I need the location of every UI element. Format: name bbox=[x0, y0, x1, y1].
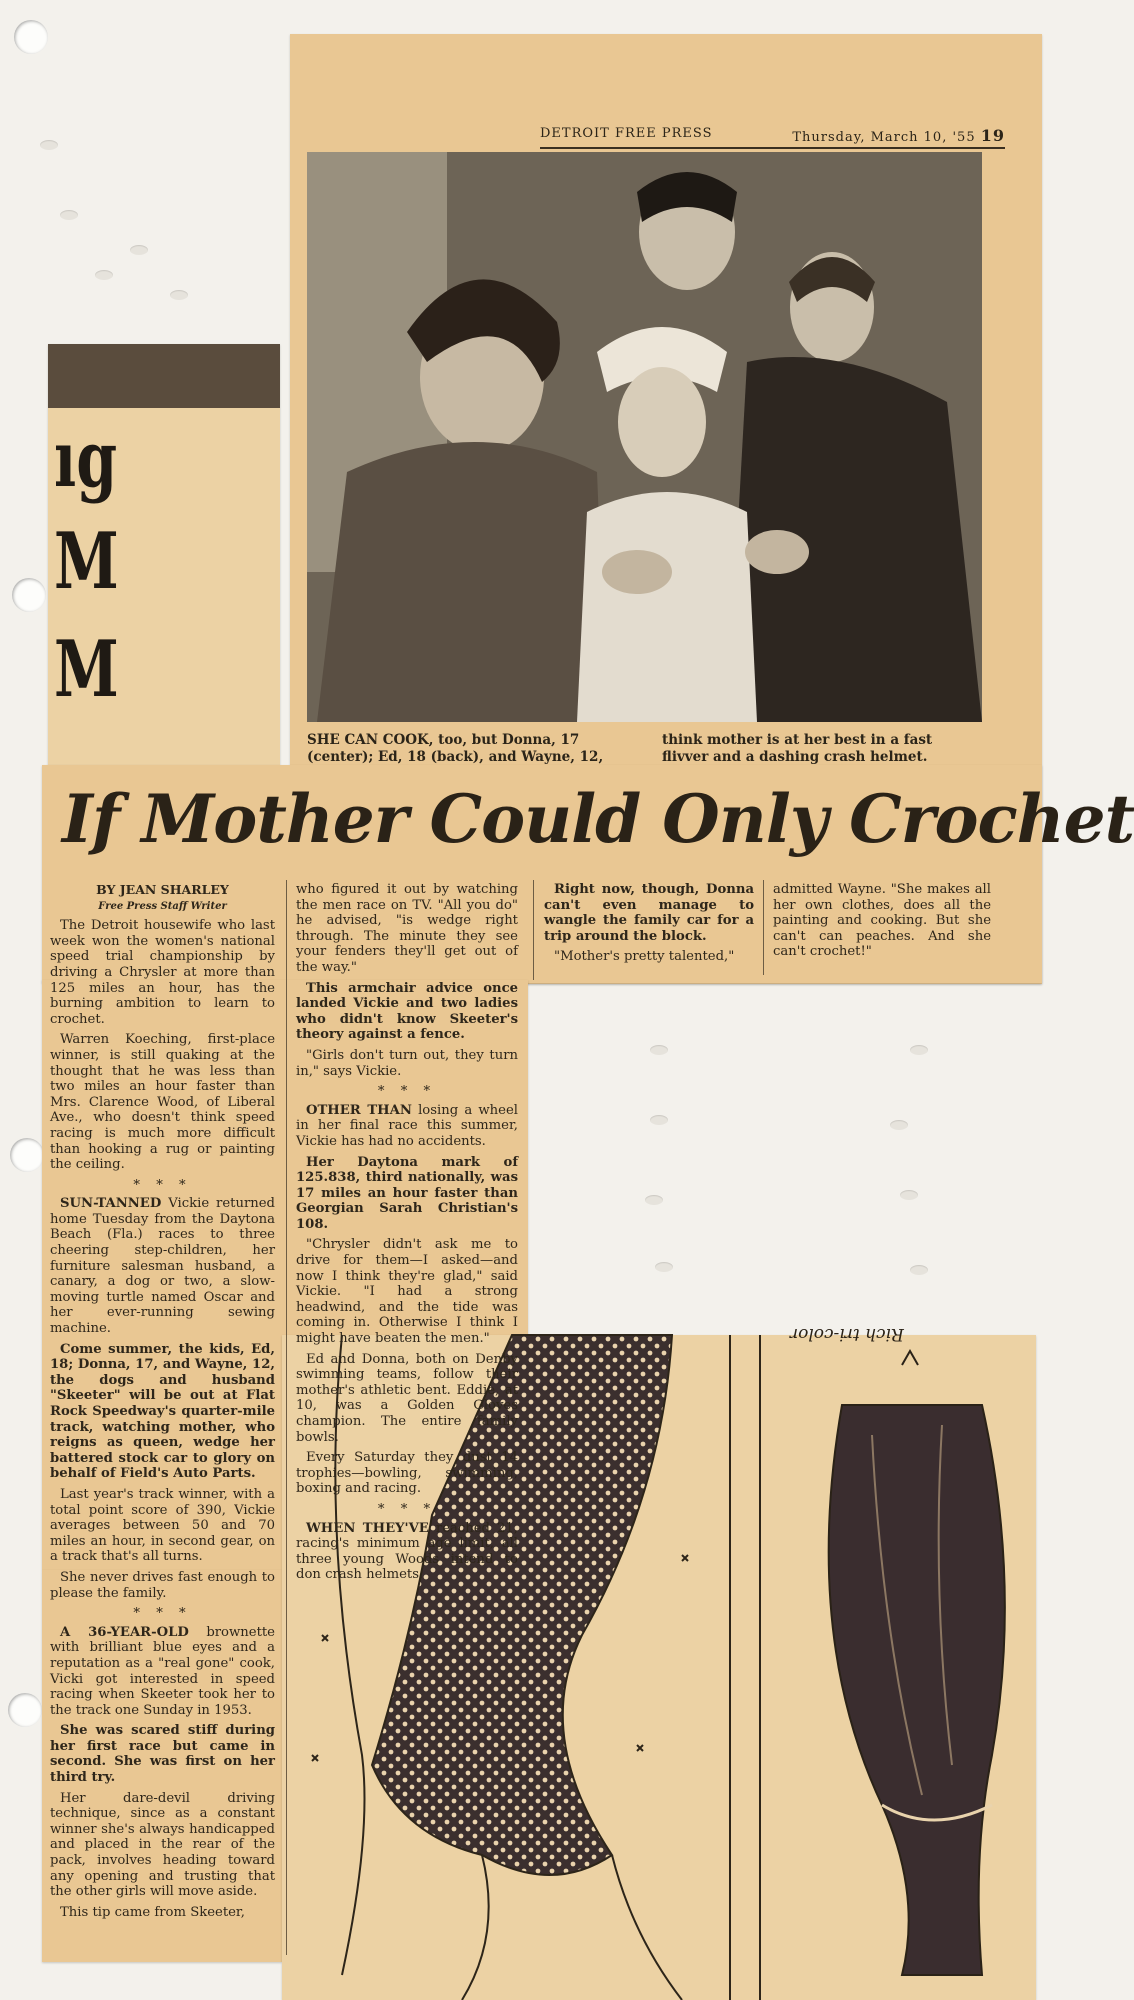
section-divider: * * * bbox=[377, 1084, 437, 1100]
article-column-1 bbox=[50, 882, 275, 1925]
paragraph: Come summer, the kids, Ed, 18; Donna, 17, and Wayne, 12, the dogs and husband "Skeeter" will be out at Flat Rock Speedway's quarter-mile track, watching mother, who reigns as queen, wedge her battered stock car to glory on behalf of Field's Auto Parts. bbox=[50, 1341, 275, 1482]
sheet-bubble bbox=[95, 270, 113, 280]
column-rule bbox=[286, 880, 287, 1955]
column-rule bbox=[533, 880, 534, 980]
paragraph: Warren Koeching, first-place winner, is still quaking at the thought that he was less than two miles an hour faster than Mrs. Clarence Wood, of Liberal Ave., who doesn't think speed racing is much more difficult than hooking a rug or painting the ceiling. bbox=[50, 1032, 275, 1173]
paragraph-lead: WHEN THEY'VE bbox=[306, 1520, 429, 1536]
binder-hole-top bbox=[14, 20, 48, 54]
column-rule bbox=[763, 880, 764, 975]
paragraph: This armchair advice once landed Vickie and two ladies who didn't know Skeeter's theory against a fence. bbox=[296, 980, 518, 1043]
paragraph: "Girls don't turn out, they turn in," says Vickie. bbox=[296, 1047, 518, 1079]
paragraph: A 36-YEAR-OLD brownette with brilliant blue eyes and a reputation as a "real gone" cook, Vicki got interested in speed racing when Skeeter took her to the track one Sunday in 1953. bbox=[50, 1624, 275, 1718]
article-column-2 bbox=[296, 882, 518, 1588]
ad-fragment-left bbox=[48, 344, 280, 764]
sheet-bubble bbox=[60, 210, 78, 220]
ad-fragment-text-3: M bbox=[54, 624, 119, 715]
paragraph-lead: OTHER THAN bbox=[306, 1102, 412, 1118]
binder-hole-middle bbox=[12, 578, 46, 612]
paragraph: She was scared stiff during her first race but came in second. She was first on her third try. bbox=[50, 1723, 275, 1786]
paragraph: Her Daytona mark of 125.838, third nationally, was 17 miles an hour faster than Georgian Sarah Christian's 108. bbox=[296, 1154, 518, 1232]
masthead-paper-name: DETROIT FREE PRESS bbox=[540, 126, 713, 141]
binder-hole-lower bbox=[10, 1138, 44, 1172]
paragraph: "Chrysler didn't ask me to drive for them—I asked—and now I think they're glad," said Vickie. "I had a strong headwind, and the tide was coming in. Otherwise I think I might have beaten the men." bbox=[296, 1237, 518, 1347]
masthead bbox=[540, 126, 1005, 149]
paragraph: Last year's track winner, with a total point score of 390, Vickie averages between 50 and 70 miles an hour, in second gear, on a track that's all turns. bbox=[50, 1486, 275, 1565]
paragraph: WHEN THEY'VE reached 21, racing's minimum age limit, all three young Woods intend to don crash helmets. bbox=[296, 1520, 518, 1583]
sheet-bubble bbox=[910, 1265, 928, 1275]
paragraph-lead: A 36-YEAR-OLD bbox=[60, 1624, 189, 1640]
sheet-bubble bbox=[900, 1190, 918, 1200]
binder-hole-bottom bbox=[8, 1693, 42, 1727]
sheet-bubble bbox=[40, 140, 58, 150]
ad-fragment-text-1: ıg bbox=[54, 414, 118, 505]
paragraph: She never drives fast enough to please the family. bbox=[50, 1569, 275, 1601]
sheet-bubble bbox=[655, 1262, 673, 1272]
paragraph: admitted Wayne. "She makes all her own clothes, does all the painting and cooking. But she can't can peaches. And she can't crochet!" bbox=[773, 882, 991, 960]
paragraph: who figured it out by watching the men race on TV. "All you do" he advised, "is wedge right through. The minute they see your fenders they'll get out of the way." bbox=[296, 882, 518, 975]
section-divider: * * * bbox=[133, 1177, 192, 1193]
ad-fragment-text-2: M bbox=[54, 516, 119, 607]
paragraph: Every Saturday they dust 14 trophies—bowling, swimming, boxing and racing. bbox=[296, 1450, 518, 1497]
sheet-bubble bbox=[130, 245, 148, 255]
paragraph: "Mother's pretty talented," bbox=[554, 949, 735, 965]
section-divider: * * * bbox=[133, 1606, 192, 1622]
sheet-bubble bbox=[910, 1045, 928, 1055]
paragraph: Ed and Donna, both on Denby swimming teams, follow their mother's athletic bent. Eddie, at 10, was a Golden Gloves champion. The entire family bowls. bbox=[296, 1351, 518, 1445]
paragraph: Her dare-devil driving technique, since as a constant winner she's always handicapped and placed in the rear of the pack, involves heading toward any opening and trusting that the other girls will move aside. bbox=[50, 1790, 275, 1900]
article-headline: If Mother Could Only Crochet bbox=[62, 780, 1134, 858]
sheet-bubble bbox=[650, 1115, 668, 1125]
paragraph: This tip came from Skeeter, bbox=[60, 1904, 245, 1920]
masthead-date: Thursday, March 10, '55 bbox=[792, 130, 976, 145]
photo-caption-right: think mother is at her best in a fast flivver and a dashing crash helmet. bbox=[662, 732, 933, 765]
sheet-bubble bbox=[650, 1045, 668, 1055]
article-column-4 bbox=[773, 882, 991, 965]
sheet-bubble bbox=[645, 1195, 663, 1205]
photo-caption-left: SHE CAN COOK, too, but Donna, 17 (center); Ed, 18 (back), and Wayne, 12, bbox=[307, 732, 604, 765]
paragraph: Right now, though, Donna can't even manage to wangle the family car for a trip around the block. bbox=[544, 882, 754, 944]
sheet-bubble bbox=[890, 1120, 908, 1130]
masthead-page-number: 19 bbox=[980, 126, 1005, 145]
paragraph: OTHER THAN losing a wheel in her final race this summer, Vickie has had no accidents. bbox=[296, 1102, 518, 1149]
paragraph: The Detroit housewife who last week won the women's national speed trial championship by driving a Chrysler at more than 125 miles an hour, has the burning ambition to learn to crochet. bbox=[50, 918, 275, 1027]
article-column-3 bbox=[544, 882, 754, 970]
byline-subtitle: Free Press Staff Writer bbox=[98, 900, 227, 912]
fashion-ad-corner-text: Rich tri-color bbox=[790, 1324, 904, 1344]
paragraph: SUN-TANNED Vickie returned home Tuesday from the Daytona Beach (Fla.) races to three cheering step-children, her furniture salesman husband, a canary, a dog or two, a slow-moving turtle named Oscar and her ever-running sewing machine. bbox=[50, 1196, 275, 1337]
paragraph-lead: SUN-TANNED bbox=[60, 1196, 162, 1212]
byline: BY JEAN SHARLEY bbox=[96, 882, 229, 897]
family-photo bbox=[307, 152, 982, 722]
sheet-bubble bbox=[170, 290, 188, 300]
section-divider: * * * bbox=[377, 1501, 437, 1517]
ad-dark-band bbox=[48, 344, 280, 408]
